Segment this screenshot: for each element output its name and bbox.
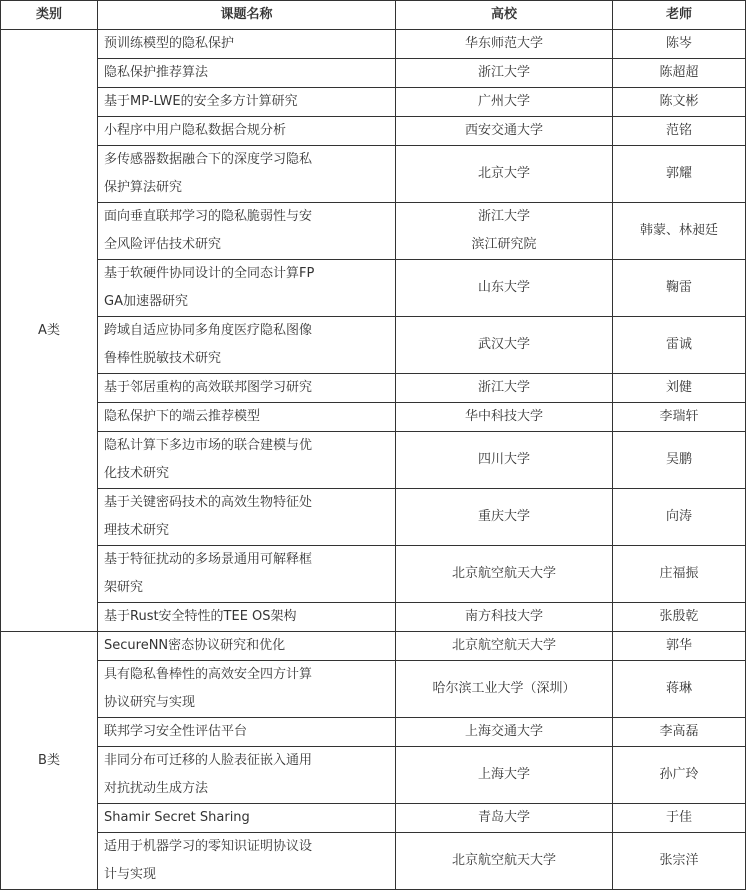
title-cell bbox=[98, 374, 396, 403]
school-cell bbox=[396, 317, 613, 374]
school-cell bbox=[396, 117, 613, 146]
title-line: 基于关键密码技术的高效生物特征处 bbox=[104, 495, 313, 510]
title-cell bbox=[98, 403, 396, 432]
teacher-cell: 陈岑 bbox=[613, 30, 746, 59]
title-line: 具有隐私鲁棒性的高效安全四方计算 bbox=[104, 667, 313, 682]
table-row bbox=[1, 30, 746, 59]
title-line: 鲁棒性脱敏技术研究 bbox=[104, 351, 222, 366]
title-line: 架研究 bbox=[104, 580, 144, 595]
school-line: 南方科技大学 bbox=[464, 609, 543, 624]
title-line: 基于Rust安全特性的TEE OS架构 bbox=[104, 609, 297, 624]
school-line: 青岛大学 bbox=[477, 810, 530, 825]
title-line: 协议研究与实现 bbox=[104, 695, 196, 710]
school-cell bbox=[396, 718, 613, 747]
school-line: 广州大学 bbox=[477, 94, 530, 109]
teacher-cell: 郭耀 bbox=[613, 146, 746, 203]
title-cell bbox=[98, 747, 396, 804]
table-row bbox=[1, 374, 746, 403]
school-line: 重庆大学 bbox=[477, 509, 530, 524]
school-cell bbox=[396, 747, 613, 804]
teacher-cell: 蒋琳 bbox=[613, 661, 746, 718]
table-row bbox=[1, 546, 746, 603]
school-cell bbox=[396, 632, 613, 661]
school-line: 浙江大学 bbox=[477, 65, 530, 80]
teacher-cell: 孙广玲 bbox=[613, 747, 746, 804]
table-row bbox=[1, 146, 746, 203]
teacher-cell: 于佳 bbox=[613, 804, 746, 833]
table-row bbox=[1, 489, 746, 546]
school-cell bbox=[396, 88, 613, 117]
teacher-cell: 吴鹏 bbox=[613, 432, 746, 489]
title-cell bbox=[98, 603, 396, 632]
title-line: 隐私保护下的端云推荐模型 bbox=[104, 409, 261, 424]
title-line: Shamir Secret Sharing bbox=[104, 810, 250, 825]
title-line: 基于特征扰动的多场景通用可解释框 bbox=[104, 552, 313, 567]
school-line: 上海大学 bbox=[477, 767, 530, 782]
school-cell bbox=[396, 432, 613, 489]
table-row bbox=[1, 59, 746, 88]
title-cell bbox=[98, 632, 396, 661]
school-cell bbox=[396, 804, 613, 833]
school-line: 哈尔滨工业大学（深圳） bbox=[432, 681, 576, 696]
table-row bbox=[1, 432, 746, 489]
school-line: 北京航空航天大学 bbox=[451, 566, 556, 581]
school-cell bbox=[396, 546, 613, 603]
header-title: 课题名称 bbox=[98, 1, 396, 30]
title-line: 基于MP-LWE的安全多方计算研究 bbox=[104, 94, 298, 109]
school-cell bbox=[396, 661, 613, 718]
title-line: 多传感器数据融合下的深度学习隐私 bbox=[104, 152, 313, 167]
title-cell bbox=[98, 804, 396, 833]
teacher-cell: 向涛 bbox=[613, 489, 746, 546]
table-row bbox=[1, 317, 746, 374]
title-cell bbox=[98, 317, 396, 374]
title-cell bbox=[98, 30, 396, 59]
school-cell bbox=[396, 203, 613, 260]
title-cell bbox=[98, 546, 396, 603]
table-row bbox=[1, 804, 746, 833]
title-cell bbox=[98, 661, 396, 718]
title-line: 跨域自适应协同多角度医疗隐私图像 bbox=[104, 323, 313, 338]
teacher-cell: 李高磊 bbox=[613, 718, 746, 747]
title-cell bbox=[98, 432, 396, 489]
teacher-cell: 范铭 bbox=[613, 117, 746, 146]
school-line: 华中科技大学 bbox=[464, 409, 543, 424]
title-cell bbox=[98, 117, 396, 146]
table-row bbox=[1, 88, 746, 117]
teacher-cell: 张宗洋 bbox=[613, 833, 746, 890]
title-line: 小程序中用户隐私数据合规分析 bbox=[104, 123, 287, 138]
title-line: 对抗扰动生成方法 bbox=[104, 781, 209, 796]
teacher-cell: 鞠雷 bbox=[613, 260, 746, 317]
teacher-cell: 陈文彬 bbox=[613, 88, 746, 117]
school-line: 四川大学 bbox=[477, 452, 530, 467]
school-line: 浙江大学 bbox=[477, 380, 530, 395]
table-header-row bbox=[1, 1, 746, 30]
table-row bbox=[1, 718, 746, 747]
table-body bbox=[1, 30, 746, 890]
title-line: 适用于机器学习的零知识证明协议设 bbox=[104, 839, 313, 854]
title-line: 理技术研究 bbox=[104, 523, 170, 538]
title-line: 计与实现 bbox=[104, 867, 157, 882]
title-line: 基于软硬件协同设计的全同态计算FP bbox=[104, 266, 315, 281]
title-line: 基于邻居重构的高效联邦图学习研究 bbox=[104, 380, 313, 395]
teacher-cell: 韩蒙、林昶廷 bbox=[613, 203, 746, 260]
school-cell bbox=[396, 30, 613, 59]
title-line: 保护算法研究 bbox=[104, 180, 183, 195]
title-cell bbox=[98, 146, 396, 203]
school-line: 武汉大学 bbox=[477, 337, 530, 352]
title-line: GA加速器研究 bbox=[104, 294, 188, 309]
category-cell: A类 bbox=[1, 30, 98, 632]
school-cell bbox=[396, 374, 613, 403]
title-line: 非同分布可迁移的人脸表征嵌入通用 bbox=[104, 753, 313, 768]
teacher-cell: 李瑞轩 bbox=[613, 403, 746, 432]
teacher-cell: 郭华 bbox=[613, 632, 746, 661]
title-cell bbox=[98, 718, 396, 747]
school-cell bbox=[396, 260, 613, 317]
school-cell bbox=[396, 146, 613, 203]
teacher-cell: 陈超超 bbox=[613, 59, 746, 88]
school-line: 北京航空航天大学 bbox=[451, 638, 556, 653]
category-cell: B类 bbox=[1, 632, 98, 890]
teacher-cell: 庄福振 bbox=[613, 546, 746, 603]
school-line: 浙江大学 bbox=[477, 209, 530, 224]
school-cell bbox=[396, 59, 613, 88]
teacher-cell: 刘健 bbox=[613, 374, 746, 403]
school-line: 山东大学 bbox=[477, 280, 530, 295]
table-row bbox=[1, 632, 746, 661]
school-cell bbox=[396, 403, 613, 432]
school-cell bbox=[396, 489, 613, 546]
school-line: 西安交通大学 bbox=[464, 123, 543, 138]
table-row bbox=[1, 603, 746, 632]
table-row bbox=[1, 747, 746, 804]
title-cell bbox=[98, 88, 396, 117]
title-line: 全风险评估技术研究 bbox=[104, 237, 222, 252]
title-cell bbox=[98, 203, 396, 260]
header-teacher: 老师 bbox=[613, 1, 746, 30]
title-line: 化技术研究 bbox=[104, 466, 170, 481]
table-row bbox=[1, 403, 746, 432]
school-line: 北京大学 bbox=[477, 166, 530, 181]
title-cell bbox=[98, 59, 396, 88]
title-line: 联邦学习安全性评估平台 bbox=[104, 724, 248, 739]
title-line: 隐私计算下多边市场的联合建模与优 bbox=[104, 438, 313, 453]
school-cell bbox=[396, 603, 613, 632]
teacher-cell: 雷诚 bbox=[613, 317, 746, 374]
table-row bbox=[1, 117, 746, 146]
header-category: 类别 bbox=[1, 1, 98, 30]
title-cell bbox=[98, 489, 396, 546]
header-school: 高校 bbox=[396, 1, 613, 30]
school-line: 华东师范大学 bbox=[464, 36, 543, 51]
teacher-cell: 张殷乾 bbox=[613, 603, 746, 632]
school-line: 北京航空航天大学 bbox=[451, 853, 556, 868]
title-line: 预训练模型的隐私保护 bbox=[104, 36, 235, 51]
title-line: 隐私保护推荐算法 bbox=[104, 65, 209, 80]
table-row bbox=[1, 661, 746, 718]
school-line: 上海交通大学 bbox=[464, 724, 543, 739]
school-line: 滨江研究院 bbox=[471, 237, 537, 252]
table-row bbox=[1, 203, 746, 260]
title-line: 面向垂直联邦学习的隐私脆弱性与安 bbox=[104, 209, 313, 224]
title-line: SecureNN密态协议研究和优化 bbox=[104, 638, 286, 653]
title-cell bbox=[98, 260, 396, 317]
table-row bbox=[1, 260, 746, 317]
